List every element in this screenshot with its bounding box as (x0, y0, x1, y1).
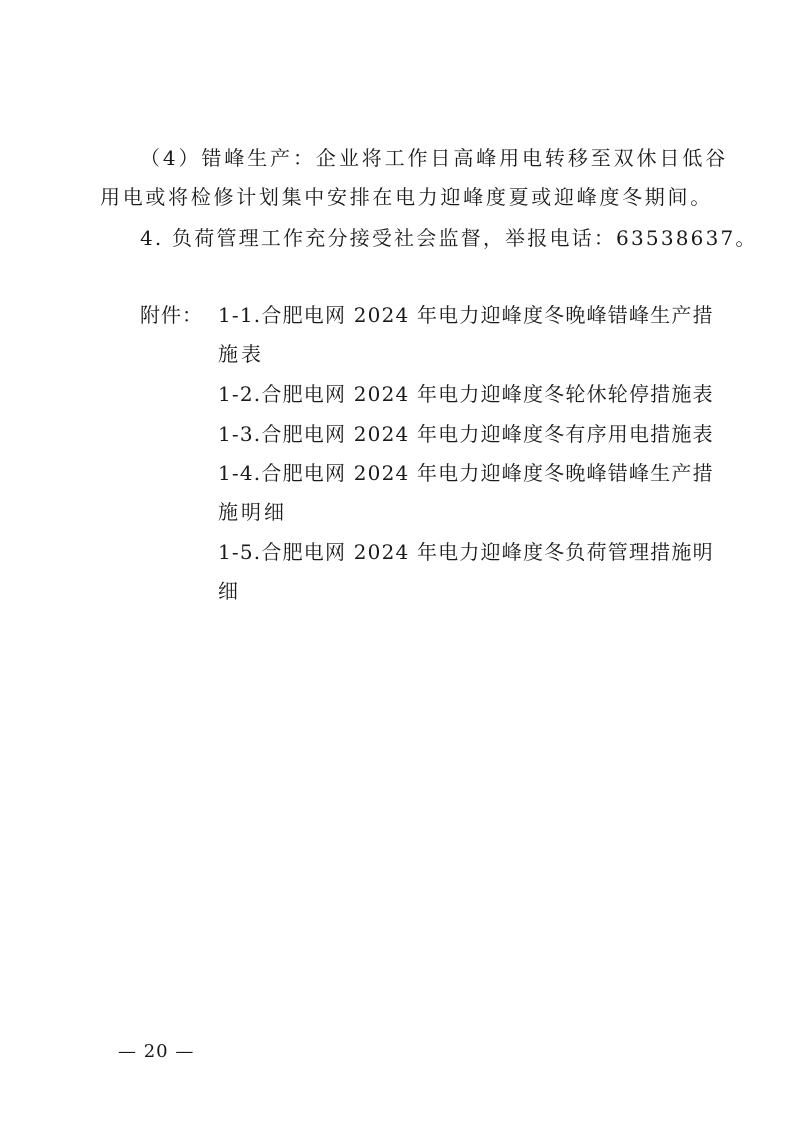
page-number: — 20 — (118, 1041, 195, 1062)
attachment-item-1-line2: 施表 (218, 342, 264, 366)
attachment-item-4-line1: 1-4.合肥电网 2024 年电力迎峰度冬晚峰错峰生产措 (218, 461, 714, 485)
attachments-label: 附件： (140, 303, 203, 327)
attachment-item-1-line1: 1-1.合肥电网 2024 年电力迎峰度冬晚峰错峰生产措 (218, 303, 714, 327)
attachment-item-5-line1: 1-5.合肥电网 2024 年电力迎峰度冬负荷管理措施明 (218, 540, 714, 564)
item4-paragraph-line2: 用电或将检修计划集中安排在电力迎峰度夏或迎峰度冬期间。 (100, 185, 713, 209)
attachment-item-4-line2: 施明细 (218, 500, 287, 524)
point4-paragraph: 4. 负荷管理工作充分接受社会监督，举报电话：63538637。 (140, 226, 758, 250)
item4-paragraph-line1: （4）错峰生产：企业将工作日高峰用电转移至双休日低谷 (140, 146, 729, 170)
attachment-item-3: 1-3.合肥电网 2024 年电力迎峰度冬有序用电措施表 (218, 422, 714, 446)
attachment-item-5-line2: 细 (218, 579, 241, 603)
attachment-item-2: 1-2.合肥电网 2024 年电力迎峰度冬轮休轮停措施表 (218, 382, 714, 406)
